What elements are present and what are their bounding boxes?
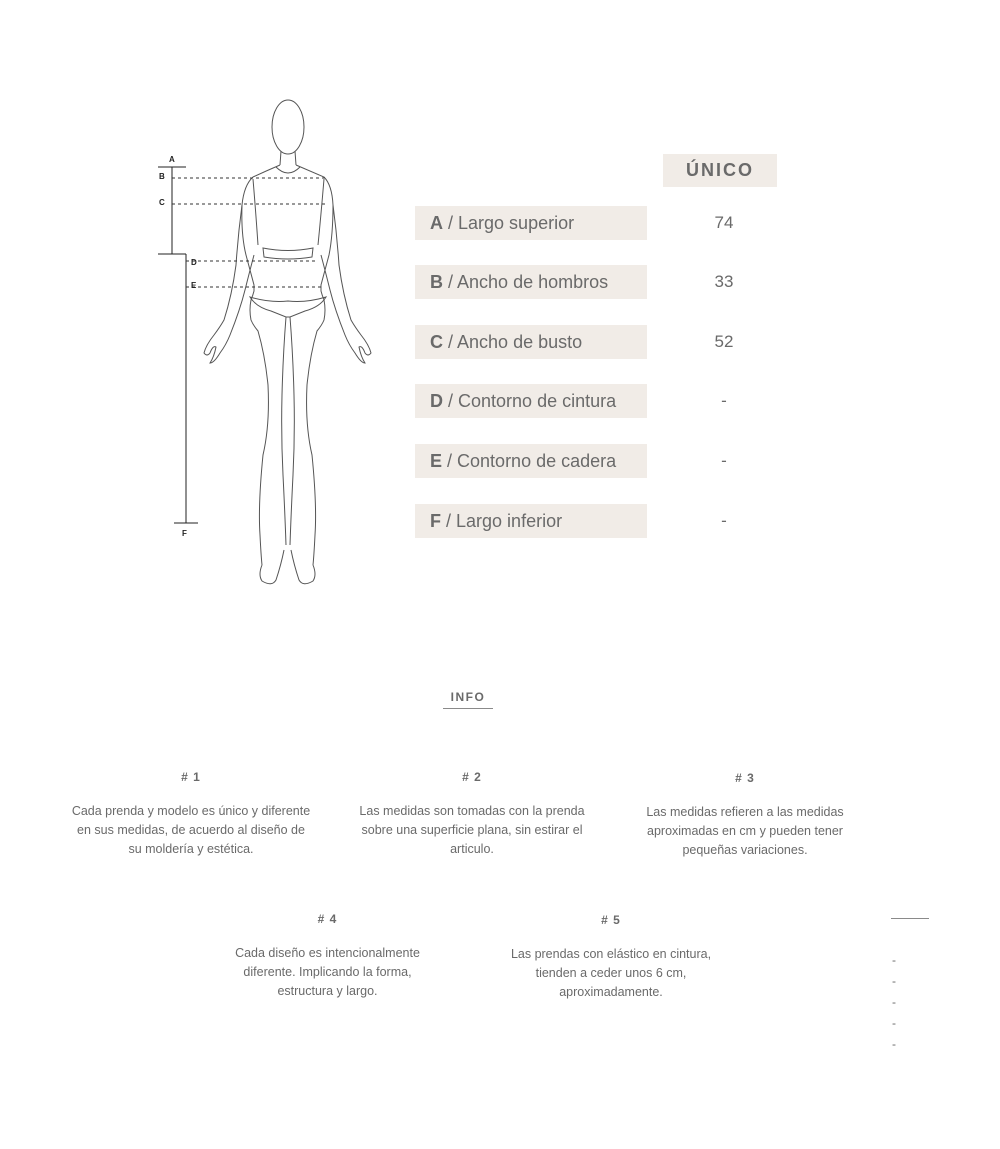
side-divider: [891, 918, 929, 919]
measurement-letter: F: [430, 510, 441, 531]
info-note: [350, 770, 594, 859]
measurement-row: [415, 265, 835, 299]
info-note-text: Las medidas son tomadas con la prenda sobre una superficie plana, sin estirar el articulo.: [359, 804, 585, 856]
measurement-row: [415, 444, 835, 478]
measurement-value: 52: [714, 332, 734, 351]
info-note-text: Cada prenda y modelo es único y diferente en sus medidas, de acuerdo al diseño de su moldería y estética.: [71, 804, 311, 856]
info-note-text: Cada diseño es intencionalmente diferente. Implicando la forma, estructura y largo.: [235, 946, 420, 998]
measurement-letter: E: [430, 450, 443, 471]
measurement-letter: C: [430, 331, 443, 352]
measurement-name: / Ancho de hombros: [448, 271, 609, 292]
side-dash: -: [892, 995, 896, 1009]
info-heading: INFO: [443, 690, 493, 709]
right-arm-outline: [321, 205, 371, 363]
side-dash: -: [892, 1037, 896, 1051]
info-note-text: Las medidas refieren a las medidas aproximadas en cm y pueden tener pequeñas variaciones.: [646, 805, 844, 857]
info-note-number: # 5: [601, 913, 621, 927]
measurement-value: 74: [714, 213, 734, 232]
measurement-label: [415, 444, 647, 478]
measurement-value: -: [721, 451, 727, 470]
measurement-name: / Ancho de busto: [448, 331, 583, 352]
side-dash: -: [892, 953, 896, 967]
left-foot: [260, 550, 284, 584]
measurement-label: [415, 504, 647, 538]
body-left-outline: [242, 165, 280, 565]
marker-b-label: B: [159, 172, 165, 181]
measurement-letter: D: [430, 390, 443, 411]
measurement-letter: B: [430, 271, 443, 292]
head-outline: [272, 100, 304, 154]
measurement-value: 33: [714, 272, 734, 291]
measurement-row: [415, 384, 835, 418]
left-arm-outline: [204, 205, 254, 363]
measurement-value: -: [721, 391, 727, 410]
side-dash: -: [892, 974, 896, 988]
info-note-number: # 2: [462, 770, 482, 784]
marker-d-label: D: [191, 258, 197, 267]
neck-outline: [280, 151, 296, 165]
measurement-row: [415, 325, 835, 359]
side-dash: -: [892, 1016, 896, 1030]
info-note: [70, 770, 312, 859]
side-dash-list: [892, 950, 896, 1055]
measurement-label: [415, 325, 647, 359]
top-hem: [263, 248, 313, 259]
marker-f-label: F: [182, 529, 187, 538]
measurement-value: -: [721, 511, 727, 530]
body-right-outline: [296, 165, 333, 565]
info-note-text: Las prendas con elástico en cintura, tienden a ceder unos 6 cm, aproximadamente.: [510, 947, 712, 999]
neckline: [276, 167, 300, 173]
info-note-number: # 4: [317, 912, 338, 926]
right-foot: [291, 550, 315, 584]
measurement-row: [415, 504, 835, 538]
marker-c-label: C: [159, 198, 165, 207]
top-outline: [253, 179, 324, 245]
mannequin-illustration: [150, 95, 385, 590]
measurement-name: / Largo inferior: [446, 510, 563, 531]
measurement-label: [415, 206, 647, 240]
info-note: [215, 912, 440, 1001]
left-inner-leg: [282, 317, 286, 545]
measurement-label: [415, 265, 647, 299]
measurement-row: [415, 206, 835, 240]
measurement-name: / Largo superior: [448, 212, 575, 233]
marker-e-label: E: [191, 281, 197, 290]
marker-a-label: A: [169, 155, 175, 164]
measurement-label: [415, 384, 647, 418]
info-note-number: # 1: [181, 770, 201, 784]
measurement-letter: A: [430, 212, 443, 233]
body-measurement-figure: [150, 95, 385, 590]
right-inner-leg: [290, 317, 294, 545]
info-note: [495, 913, 727, 1002]
measurement-name: / Contorno de cadera: [447, 450, 617, 471]
brief-outline: [250, 297, 326, 317]
info-note: [630, 771, 860, 860]
info-note-number: # 3: [735, 771, 755, 785]
measurement-name: / Contorno de cintura: [448, 390, 617, 411]
size-column-header: ÚNICO: [663, 154, 777, 187]
